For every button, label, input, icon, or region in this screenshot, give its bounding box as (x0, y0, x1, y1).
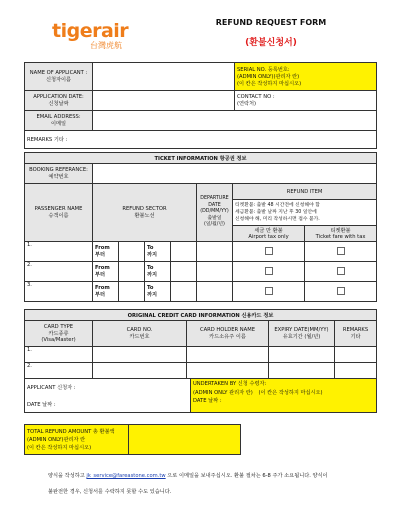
tax-label-kr: 세금 만 환불 (254, 228, 283, 234)
fare-label-kr: 티켓환불 (330, 228, 351, 234)
serial-admin: (ADMIN ONLY)(관리자 란) (237, 74, 300, 80)
tax-only-checkbox[interactable] (265, 247, 273, 255)
row-number: 1. (27, 242, 32, 248)
booking-label-kr: 예약번호 (48, 174, 69, 180)
from-en: From (95, 245, 110, 251)
ticket-fare-header (305, 226, 377, 242)
from-label (93, 262, 119, 282)
tax-only-cell (233, 242, 305, 262)
to-label (145, 282, 171, 302)
serial-note: (이 칸은 작성하지 마십시오) (237, 81, 302, 87)
card-holder-field[interactable] (187, 363, 269, 379)
undertaken-admin-label: (ADMIN ONLY 관리자 란) (193, 389, 253, 396)
from-en: From (95, 265, 110, 271)
card-expiry-en: EXPIRY DATE(MM/YY) (274, 327, 329, 333)
email-label-kr: 이메일 (50, 121, 67, 127)
form-title-korean: (환불신청서) (245, 38, 297, 48)
form-title: REFUND REQUEST FORM (215, 18, 327, 27)
departure-label-en: DEPARTURE DATE (DD/MM/YY) (200, 196, 229, 215)
from-label (93, 242, 119, 262)
applicant-signature-label: APPLICANT 신청자 : (27, 385, 76, 391)
ticket-row (25, 262, 377, 282)
to-kr: 까지 (147, 292, 158, 298)
passenger-name-field[interactable] (25, 262, 93, 282)
booking-ref-field[interactable] (93, 164, 377, 184)
card-expiry-field[interactable] (269, 363, 335, 379)
from-field[interactable] (119, 282, 145, 302)
applicant-name-field[interactable] (93, 63, 235, 91)
fare-cell (305, 282, 377, 302)
logo-wordmark: tigerair (52, 20, 129, 42)
row-number: 1. (27, 347, 32, 353)
email-label-en: EMAIL ADDRESS: (36, 114, 81, 120)
card-no-header (93, 321, 187, 347)
from-kr: 부터 (95, 252, 106, 258)
sector-label-kr: 환불노선 (134, 213, 155, 219)
undertaken-admin-note: (이 칸은 작성하지 마십시오) (258, 389, 323, 396)
card-row (25, 363, 377, 379)
to-en: To (147, 285, 154, 291)
card-holder-kr: 카드소유주 이름 (209, 334, 246, 340)
fare-checkbox[interactable] (337, 287, 345, 295)
name-label-en: NAME OF APPLICANT : (29, 70, 88, 76)
refund-note-3: 신청해야 해, 미리 작성하시면 접수 불가. (235, 217, 320, 222)
serial-label: SERIAL NO. 등록번호: (237, 67, 290, 73)
applicant-name-label (25, 63, 93, 91)
card-no-en: CARD NO. (126, 327, 153, 333)
card-remarks-field[interactable] (335, 363, 377, 379)
card-holder-en: CARD HOLDER NAME (199, 327, 255, 333)
fare-cell (305, 242, 377, 262)
remarks-field[interactable] (25, 131, 377, 149)
card-remarks-field[interactable] (335, 347, 377, 363)
passenger-label-kr: 승객이름 (48, 213, 69, 219)
card-expiry-kr: 유효기간 (월/년) (282, 333, 321, 340)
footer-text-2: 으로 이메일을 보내주십시오. 환불 절차는 6-8 주가 소요됩니다. 양식이 (165, 473, 328, 479)
card-holder-header (187, 321, 269, 347)
from-field[interactable] (119, 242, 145, 262)
contact-no-field[interactable] (235, 91, 377, 111)
row-number: 2. (27, 363, 32, 369)
passenger-label-en: PASSENGER NAME (34, 206, 83, 212)
undertaken-by-box (191, 379, 377, 413)
card-type-field[interactable] (25, 363, 93, 379)
from-field[interactable] (119, 262, 145, 282)
to-field[interactable] (171, 282, 197, 302)
booking-ref-label (25, 164, 93, 184)
tax-only-cell (233, 282, 305, 302)
email-label (25, 111, 93, 131)
ticket-table (24, 152, 377, 302)
contact-label-kr: (연락처) (237, 101, 257, 107)
departure-date-header (197, 184, 233, 242)
application-date-field[interactable] (93, 91, 235, 111)
departure-date-field[interactable] (197, 262, 233, 282)
row-number: 2. (27, 262, 32, 268)
total-admin: (ADMIN ONLY)관리자 란 (27, 436, 86, 443)
fare-label-en: Ticket fare with tax (315, 234, 366, 240)
signature-table (24, 378, 377, 413)
passenger-name-header (25, 184, 93, 242)
total-refund-amount-field[interactable] (129, 425, 241, 455)
card-row (25, 347, 377, 363)
fare-checkbox[interactable] (337, 267, 345, 275)
refund-note-1: 티켓환불: 출발 48 시간전에 신청해야 함 (235, 203, 320, 208)
to-field[interactable] (171, 262, 197, 282)
applicant-signature-field[interactable] (25, 379, 191, 413)
sector-label-en: REFUND SECTOR (122, 206, 167, 212)
date-label-kr: 신청날짜 (48, 101, 69, 107)
card-expiry-field[interactable] (269, 347, 335, 363)
ticket-section-title: TICKET INFORMATION 항공권 정보 (25, 153, 377, 164)
to-field[interactable] (171, 242, 197, 262)
logo-subtitle: 台灣虎航 (90, 41, 122, 50)
to-kr: 까지 (147, 272, 158, 278)
to-kr: 까지 (147, 252, 158, 258)
departure-date-field[interactable] (197, 282, 233, 302)
undertaken-label: UNDERTAKEN BY 신청 수령자: (193, 381, 267, 387)
card-remarks-header (335, 321, 377, 347)
tax-only-checkbox[interactable] (265, 267, 273, 275)
refund-sector-header (93, 184, 197, 242)
from-kr: 부터 (95, 272, 106, 278)
card-no-field[interactable] (93, 347, 187, 363)
from-en: From (95, 285, 110, 291)
date-label-en: APPLICATION DATE: (33, 94, 84, 100)
total-note: (이 칸은 작성하지 마십시오) (27, 444, 92, 451)
from-kr: 부터 (95, 292, 106, 298)
card-type-header (25, 321, 93, 347)
airport-tax-header (233, 226, 305, 242)
applicant-date-label: DATE 날짜 : (27, 402, 56, 408)
tax-only-checkbox[interactable] (265, 287, 273, 295)
from-label (93, 282, 119, 302)
email-field[interactable] (93, 111, 377, 131)
serial-no-box (235, 63, 377, 91)
to-en: To (147, 265, 154, 271)
total-refund-label (25, 425, 129, 455)
footer-instructions (48, 473, 368, 480)
remarks-label: REMARKS 기타 : (27, 137, 68, 143)
to-en: To (147, 245, 154, 251)
fare-checkbox[interactable] (337, 247, 345, 255)
to-label (145, 242, 171, 262)
card-table (24, 309, 377, 379)
to-label (145, 262, 171, 282)
application-date-label (25, 91, 93, 111)
refund-item-notes (233, 200, 377, 226)
row-number: 3. (27, 282, 32, 288)
total-label: TOTAL REFUND AMOUNT 총 환불액 (27, 428, 115, 435)
ticket-row (25, 282, 377, 302)
card-expiry-header (269, 321, 335, 347)
footer-note (48, 489, 368, 496)
applicant-table (24, 62, 377, 149)
card-holder-field[interactable] (187, 347, 269, 363)
tax-only-cell (233, 262, 305, 282)
card-type-kr: 카드종류 (48, 331, 69, 337)
service-email-link[interactable]: jk_service@fareastone.com.tw (86, 473, 166, 479)
passenger-name-field[interactable] (25, 242, 93, 262)
departure-label-kr2: (일/월/년) (204, 222, 225, 228)
tax-label-en: Airport tax only (248, 234, 289, 240)
card-type-kr2: (Visa/Master) (41, 337, 76, 343)
undertaken-date-label: DATE 날짜 : (193, 398, 222, 404)
card-type-en: CARD TYPE (43, 324, 74, 330)
departure-label-kr: 출발일 (207, 215, 222, 221)
card-no-kr: 카드번호 (129, 334, 150, 340)
refund-note-2: 세금환불: 출발 날짜 지난 후 30 일안에 (235, 210, 317, 215)
refund-item-header: REFUND ITEM (233, 184, 377, 200)
contact-label: CONTACT NO : (237, 94, 275, 100)
card-remarks-kr: 기타 (350, 334, 361, 340)
footer-text-3: 불완전한 경우, 신청서를 수락하지 못할 수도 있습니다. (48, 489, 172, 495)
footer-text-1: 양식을 작성하고 (48, 473, 87, 479)
card-type-field[interactable] (25, 347, 93, 363)
departure-date-field[interactable] (197, 242, 233, 262)
tigerair-logo (52, 22, 128, 50)
booking-label-en: BOOKING REFERANCE: (29, 167, 88, 173)
card-no-field[interactable] (93, 363, 187, 379)
passenger-name-field[interactable] (25, 282, 93, 302)
name-label-kr: 신청자이름 (45, 77, 72, 83)
fare-cell (305, 262, 377, 282)
card-remarks-en: REMARKS (342, 327, 369, 333)
ticket-row (25, 242, 377, 262)
card-section-title: ORIGINAL CREDIT CARD INFORMATION 신용카드 정보 (25, 310, 377, 321)
total-refund-table (24, 424, 241, 455)
